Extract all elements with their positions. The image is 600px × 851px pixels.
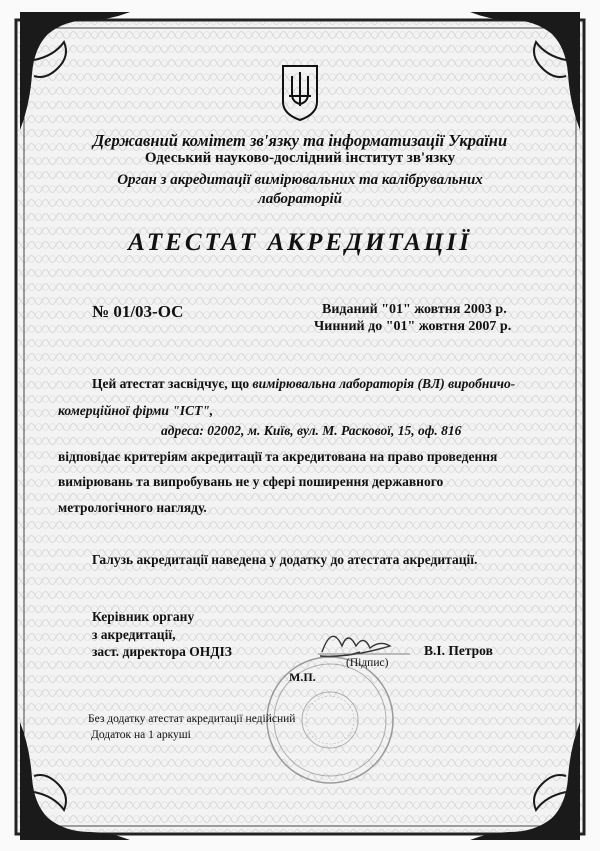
signer-title-1: Керівник органу [92,609,195,624]
accreditation-body-line1: Орган з акредитації вимірювальних та калібрувальних [117,172,483,188]
institute-name: Одеський науково-дослідний інститут зв'язку [144,150,456,166]
document-title: АТЕСТАТ АКРЕДИТАЦІЇ [128,229,472,256]
signer-title-3: заст. директора ОНДІЗ [92,644,232,659]
body-line-6: метрологічного нагляду. [58,500,207,515]
body-line-4: відповідає критеріям акредитації та акредитована на право проведення [58,449,498,464]
accreditation-body-line2: лабораторій [258,191,342,207]
seal-place-label: М.П. [289,670,316,684]
body-line-5: вимірювань та випробувань не у сфері поширення державного [58,474,444,489]
signer-name: В.І. Петров [424,643,493,658]
signer-title-2: з акредитації, [92,627,176,642]
body-line-1: Цей атестат засвідчує, що вимірювальна лабораторія (ВЛ) виробничо- [92,376,516,391]
footnote-1: Без додатку атестат акредитації недійсний [88,713,296,725]
scope-note: Галузь акредитації наведена у додатку до атестата акредитації. [92,552,478,567]
body-line-2: комерційної фірми "ІСТ", [58,403,214,418]
signature-caption: (Підпис) [346,657,389,669]
valid-until-date: Чинний до "01" жовтня 2007 р. [314,319,512,334]
footnote-2: Додаток на 1 аркуші [91,729,191,741]
address-line: адреса: 02002, м. Київ, вул. М. Раскової, 15, оф. 816 [161,423,462,438]
committee-name: Державний комітет зв'язку та інформатизації України [92,131,508,150]
issued-date: Виданий "01" жовтня 2003 р. [322,302,507,317]
certificate-number: № 01/03-ОС [92,302,184,321]
